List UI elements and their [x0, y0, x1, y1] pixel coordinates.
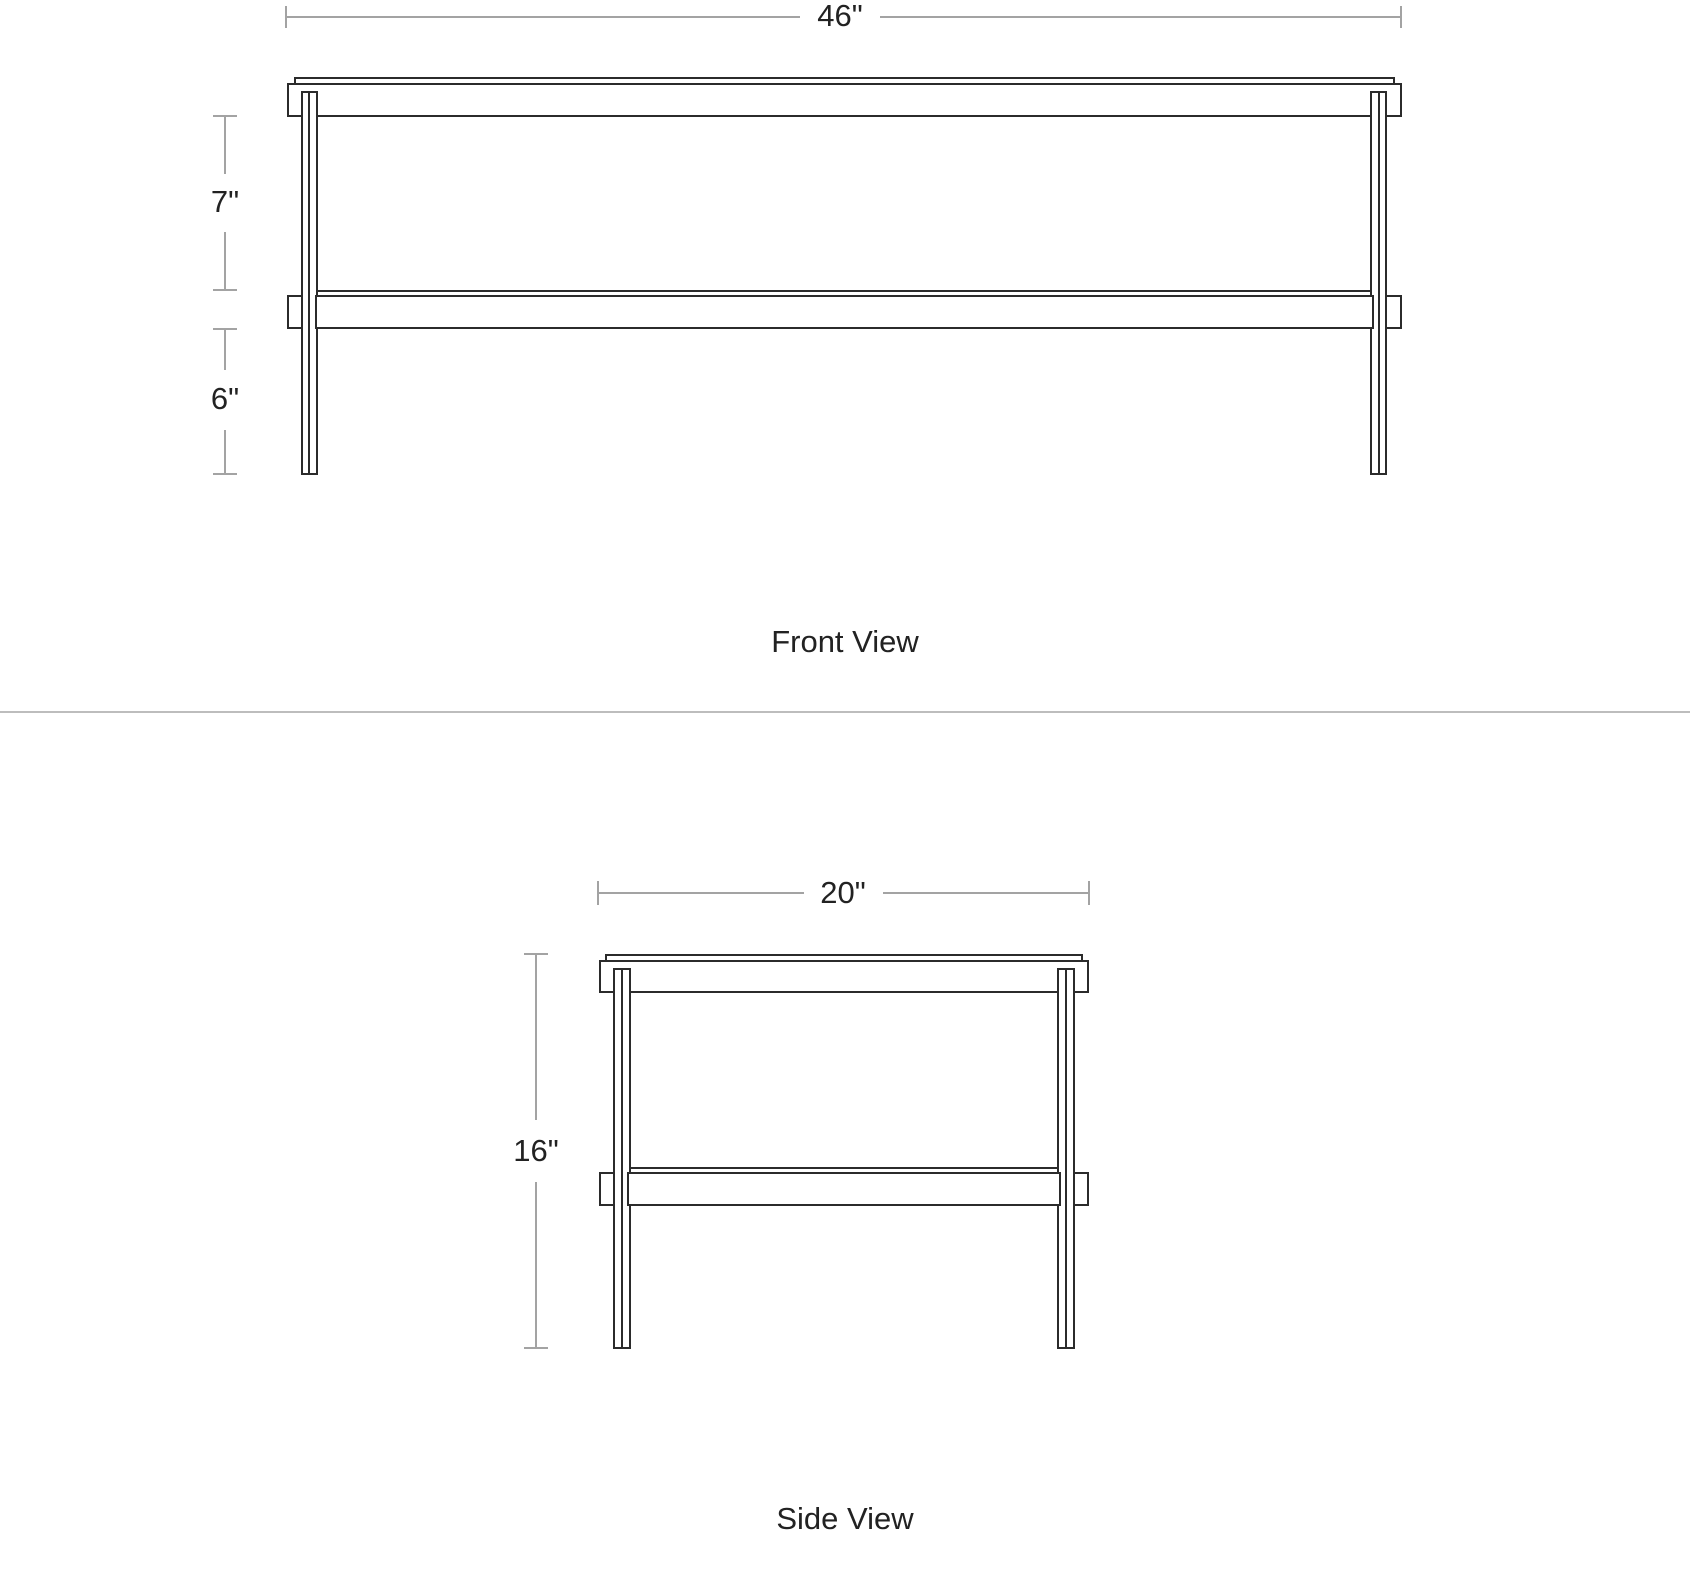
front-width-label: 46" [817, 0, 863, 33]
front-lower-height-dimension [211, 329, 239, 474]
side-depth-label: 20" [820, 875, 866, 910]
front-view [211, 0, 1401, 659]
front-shelf [316, 296, 1373, 328]
side-shelf [628, 1173, 1060, 1205]
side-view [513, 875, 1089, 1536]
side-top-frame [600, 961, 1088, 992]
front-top-frame [288, 84, 1401, 116]
front-upper-height-dimension [211, 116, 239, 290]
side-table-outline [600, 955, 1088, 1348]
side-view-caption: Side View [776, 1501, 914, 1536]
front-upper-height-label: 7" [210, 184, 240, 219]
front-view-caption: Front View [771, 624, 919, 659]
front-table-outline [288, 78, 1401, 474]
side-depth-dimension [598, 875, 1089, 910]
side-height-label: 16" [513, 1133, 559, 1168]
side-height-dimension [513, 954, 559, 1348]
front-width-dimension [286, 0, 1401, 33]
front-lower-height-label: 6" [210, 381, 240, 416]
